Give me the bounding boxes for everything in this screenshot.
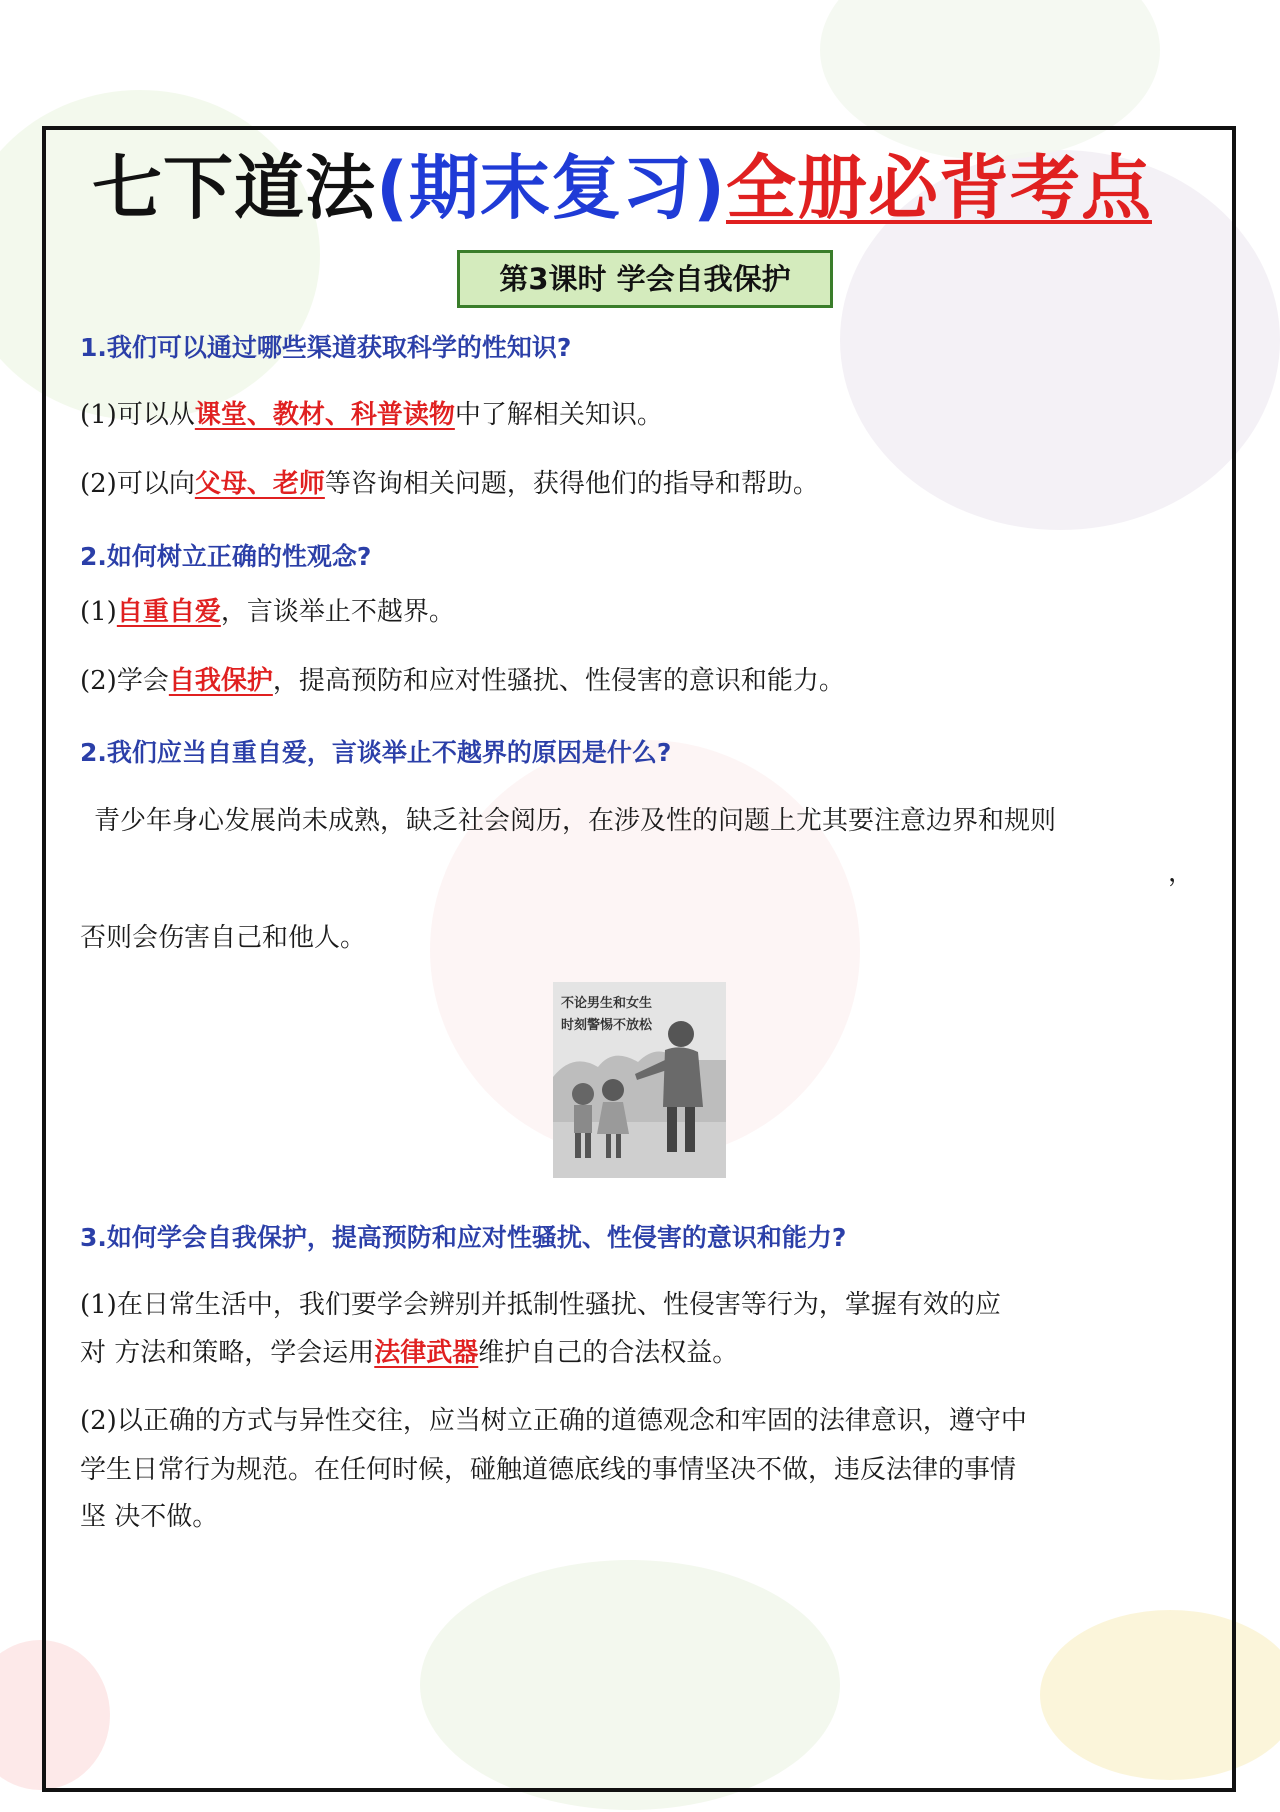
title-part-review: (期末复习): [376, 147, 726, 229]
highlight-keyword: 法律武器: [374, 1338, 479, 1368]
answer-text: (1): [80, 597, 117, 627]
answer-text: 维护自己的合法权益。: [478, 1338, 739, 1368]
answer-text: (2)学会: [80, 666, 169, 696]
illustration-caption: 不论男生和女生: [561, 996, 653, 1011]
highlight-keyword: 自重自爱: [116, 597, 221, 627]
answer-line: [80, 660, 845, 697]
answer-line: [80, 591, 455, 628]
question-heading: 2.我们应当自重自爱，言谈举止不越界的原因是什么?: [80, 738, 672, 767]
title-part-keypoints: 全册必背考点: [725, 147, 1152, 229]
answer-line: [80, 1332, 738, 1369]
answer-text: (2)可以向: [80, 469, 195, 499]
page-frame: [42, 126, 1236, 1792]
answer-text: (1)可以从: [80, 400, 195, 430]
answer-line: (1)在日常生活中，我们要学会辨别并抵制性骚扰、性侵害等行为，掌握有效的应: [80, 1290, 1001, 1320]
illustration-drawing: [553, 982, 726, 1178]
answer-text: 对 方法和策略，学会运用: [80, 1338, 375, 1368]
highlight-keyword: 课堂、教材、科普读物: [194, 400, 455, 430]
highlight-keyword: 自我保护: [168, 666, 273, 696]
title-part-subject: 七下道法: [92, 147, 376, 229]
answer-line: 学生日常行为规范。在任何时候，碰触道德底线的事情坚决不做，违反法律的事情: [80, 1455, 1017, 1485]
answer-text: 中了解相关知识。: [454, 400, 663, 430]
safety-illustration: [553, 982, 726, 1178]
lesson-heading: 第3课时 学会自我保护: [457, 250, 833, 308]
answer-text: ，言谈举止不越界。: [220, 597, 455, 627]
answer-text: 等咨询相关问题，获得他们的指导和帮助。: [324, 469, 819, 499]
answer-line: (2)以正确的方式与异性交往，应当树立正确的道德观念和牢固的法律意识，遵守中: [80, 1406, 1027, 1436]
answer-line: 否则会伤害自己和他人。: [80, 923, 367, 953]
illustration-caption: 时刻警惕不放松: [561, 1018, 653, 1033]
answer-line: 青少年身心发展尚未成熟，缺乏社会阅历，在涉及性的问题上尤其要注意边界和规则: [94, 806, 1057, 836]
answer-line: [80, 394, 663, 431]
answer-text: ，提高预防和应对性骚扰、性侵害的意识和能力。: [272, 666, 845, 696]
answer-line: 坚 决不做。: [80, 1502, 219, 1532]
question-heading: 3.如何学会自我保护，提高预防和应对性骚扰、性侵害的意识和能力?: [80, 1223, 847, 1252]
page-title: [92, 138, 1192, 238]
highlight-keyword: 父母、老师: [194, 469, 325, 499]
answer-line: [80, 463, 819, 500]
question-heading: 1.我们可以通过哪些渠道获取科学的性知识?: [80, 333, 572, 362]
question-heading: 2.如何树立正确的性观念?: [80, 542, 372, 571]
answer-punctuation: ，: [1168, 858, 1195, 888]
